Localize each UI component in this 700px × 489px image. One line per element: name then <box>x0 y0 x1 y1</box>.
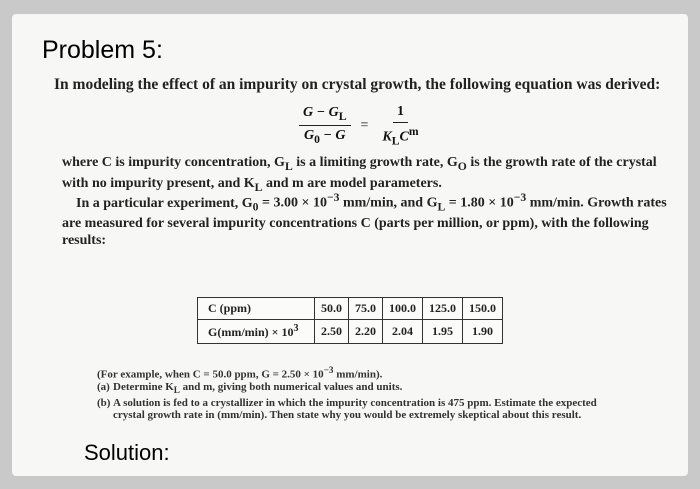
table-cell: 50.0 <box>315 298 349 320</box>
lhs-fraction: $\frac{G - G_L}{G_0 - G}$ <box>299 105 351 146</box>
equals-sign: = <box>360 117 369 133</box>
rhs-fraction: $\frac{1}{K_LC^m}$ <box>382 104 419 148</box>
table-cell: 1.90 <box>463 320 503 344</box>
table-cell: 2.20 <box>349 320 383 344</box>
problem-page <box>12 14 688 476</box>
question-a: (a) Determine $K_L$ and m, giving both numerical values and units. <box>97 381 403 396</box>
table-cell: 2.50 <box>315 320 349 344</box>
problem-heading: Problem 5: <box>42 36 163 64</box>
table-cell: 1.95 <box>423 320 463 344</box>
row-label-growth-rate: $G(mm/\min) \times 10^3$ <box>198 320 315 344</box>
model-equation <box>299 104 423 147</box>
definitions-paragraph: where C is impurity concentration, $G_L$ is a limiting growth rate, $G_O$ is the growth rate of the crystal with no impurity present, and $K_L$ and m are model parameters. <box>62 155 657 194</box>
example-and-questions <box>97 364 607 422</box>
row-label-concentration: C (ppm) <box>198 298 315 320</box>
question-b: (b) A solution is fed to a crystallizer in which the impurity concentration is 475 ppm. Estimate the expected crystal growth rate in (mm/min). Then state why you would be extremely skeptical about this result. <box>97 396 597 422</box>
table-cell: 150.0 <box>463 298 503 320</box>
table-cell: 2.04 <box>383 320 423 344</box>
solution-heading: Solution: <box>84 440 170 465</box>
table-cell: 100.0 <box>383 298 423 320</box>
table-cell: 75.0 <box>349 298 383 320</box>
table-cell: 125.0 <box>423 298 463 320</box>
table-row <box>198 298 503 320</box>
example-note: (For example, when C = 50.0 ppm, $G = 2.50 \times 10^{-3}$ mm/min). <box>97 365 383 381</box>
intro-text: In modeling the effect of an impurity on crystal growth, the following equation was derived: <box>54 76 661 93</box>
growth-rate-table <box>197 297 503 344</box>
table-row <box>198 320 503 344</box>
experiment-paragraph: In a particular experiment, $G_0 = 3.00 \times 10^{-3}$ mm/min, and $G_L = 1.80 \times 10^{-3}$ mm/min. Growth rates are measured for several impurity concentrations C (parts per million, or ppm), with the following results: <box>62 191 667 249</box>
